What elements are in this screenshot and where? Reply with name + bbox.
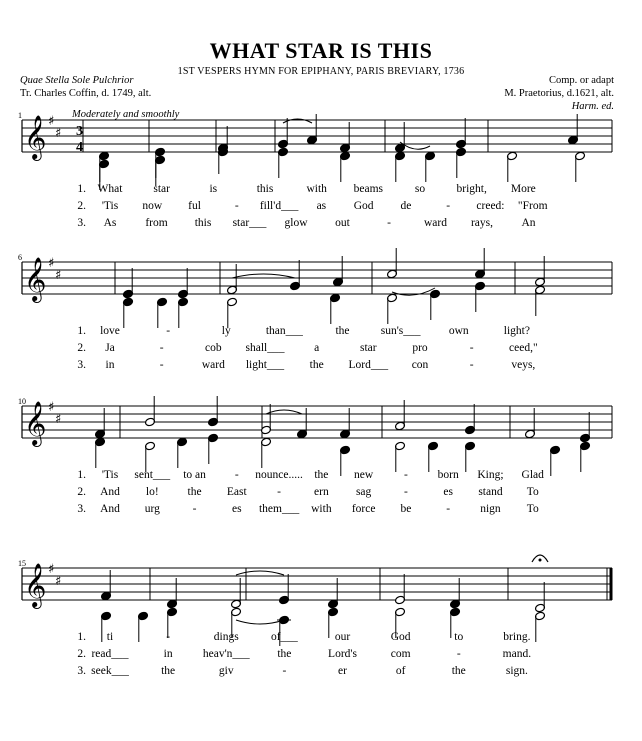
lyric-syllable: 1. [77,631,86,643]
tempo-marking: Moderately and smoothly [72,109,180,120]
lyric-syllable: - [469,359,474,371]
lyric-syllable: this [194,217,212,229]
lyric-syllable: 1. [77,325,86,337]
lyric-syllable: mand. [502,648,532,660]
lyric-syllable: creed: [476,200,505,212]
lyric-syllable: sign. [505,665,528,677]
lyric-syllable: of___ [270,631,298,643]
lyric-syllable: this [256,183,274,195]
composer-label: Comp. or adapt [548,75,614,86]
lyric-syllable: - [446,503,451,515]
lyric-syllable: dings [213,631,239,643]
lyric-syllable: er [338,665,347,677]
lyric-syllable: And [100,503,120,515]
measure-number: 10 [18,397,26,406]
lyric-syllable: veys, [511,359,536,371]
lyric-syllable: to [454,631,464,643]
lyric-syllable: - [403,469,408,481]
lyric-syllable: And [100,486,120,498]
lyric-syllable: pro [412,342,428,354]
lyric-syllable: An [521,217,536,229]
sharp-icon: ♯ [48,256,55,271]
lyric-syllable: 1. [77,469,86,481]
latin-title: Quae Stella Sole Pulchrior [20,75,134,86]
lyric-syllable: as [316,200,327,212]
lyric-syllable: ceed," [509,342,538,354]
lyric-syllable: ly [221,325,231,337]
sharp-icon: ♯ [48,114,55,129]
lyric-syllable: - [456,648,461,660]
fermata-dot [539,559,542,562]
time-signature-bottom: 4 [76,140,83,155]
lyric-syllable: in [105,359,115,371]
lyric-syllable: nounce..... [255,469,303,481]
lyric-syllable: a [314,342,320,354]
lyric-syllable: giv [218,665,234,677]
lyric-syllable: shall___ [245,342,285,354]
harmonization-credit: Harm. ed. [571,101,614,112]
lyric-syllable: 3. [77,503,86,515]
lyric-syllable: read___ [91,648,129,660]
lyric-syllable: the [187,486,202,498]
lyric-syllable: with [306,183,327,195]
lyric-syllable: new [354,469,374,481]
measure-number: 15 [18,559,26,568]
lyric-syllable: so [414,183,426,195]
treble-clef-icon: 𝄞 [24,563,47,607]
sharp-icon: ♯ [55,268,62,283]
lyric-syllable: ward [201,359,225,371]
lyric-syllable: now [142,200,163,212]
lyric-syllable: 'Tis [101,469,119,481]
lyric-syllable: of [395,665,406,677]
lyric-syllable: To [526,503,539,515]
lyric-syllable: - [234,469,239,481]
lyric-syllable: God [353,200,374,212]
sharp-icon: ♯ [48,562,55,577]
treble-clef-icon: 𝄞 [24,257,47,301]
lyric-syllable: 2. [77,200,86,212]
lyric-syllable: be [400,503,412,515]
lyric-syllable: fill'd___ [259,200,299,212]
hymn-title: WHAT STAR IS THIS [209,38,433,63]
lyric-syllable: the [161,665,176,677]
lyric-syllable: born [437,469,459,481]
lyric-syllable: light? [503,325,530,337]
lyric-syllable: sent___ [134,469,171,481]
lyric-syllable: 2. [77,486,86,498]
lyric-syllable: urg [144,503,160,515]
lyric-syllable: Lord___ [348,359,389,371]
lyric-syllable: - [403,486,408,498]
lyric-syllable: love [100,325,120,337]
lyric-syllable: the [309,359,324,371]
lyric-syllable: them___ [258,503,300,515]
lyric-syllable: ern [314,486,329,498]
lyric-syllable: out [335,217,350,229]
lyric-syllable: What [97,183,123,195]
lyric-syllable: es [232,503,242,515]
lyric-syllable: con [411,359,429,371]
slur [236,620,284,624]
lyric-syllable: es [443,486,453,498]
lyric-syllable: ful [188,200,201,212]
lyric-syllable: More [510,183,536,195]
lyric-syllable: cob [205,342,222,354]
lyric-syllable: star___ [232,217,267,229]
lyric-syllable: - [166,631,171,643]
lyric-syllable: ward [424,217,447,229]
lyric-syllable: own [448,325,469,337]
lyric-syllable: the [335,325,350,337]
slur [266,410,302,414]
lyric-syllable: to an [183,469,206,481]
lyric-syllable: the [451,665,466,677]
lyric-syllable: God [390,631,411,643]
lyric-syllable: - [282,665,287,677]
time-signature-top: 3 [76,124,83,139]
lyric-syllable: Glad [521,469,544,481]
lyric-syllable: in [163,648,173,660]
sharp-icon: ♯ [48,400,55,415]
lyric-syllable: sag [355,486,372,498]
lyric-syllable: nign [480,503,501,515]
lyric-syllable: - [192,503,197,515]
sharp-icon: ♯ [55,574,62,589]
lyric-syllable: com [390,648,411,660]
sharp-icon: ♯ [55,126,62,141]
translator-credit: Tr. Charles Coffin, d. 1749, alt. [20,88,152,99]
lyric-syllable: than___ [265,325,303,337]
lyric-syllable: - [446,200,451,212]
lyric-syllable: ti [106,631,114,643]
sharp-icon: ♯ [55,412,62,427]
lyric-syllable: de [400,200,412,212]
slur [236,571,284,575]
lyric-syllable: - [387,217,391,229]
hymn-source: 1ST VESPERS HYMN FOR EPIPHANY, PARIS BREVIARY, 1736 [177,66,465,77]
lyric-syllable: bring. [503,631,531,643]
lyric-syllable: - [159,359,164,371]
lyric-syllable: bright, [456,183,487,195]
measure-number: 6 [18,253,22,262]
lyric-syllable: - [159,342,164,354]
lyric-syllable: heav'n___ [202,648,250,660]
lyric-syllable: seek___ [91,665,129,677]
treble-clef-icon: 𝄞 [24,115,47,159]
lyric-syllable: glow [284,217,308,229]
lyric-syllable: from [145,217,168,229]
composer-credit: M. Praetorius, d.1621, alt. [504,88,614,99]
lyric-syllable: - [469,342,474,354]
lyric-syllable: is [209,183,218,195]
lyric-syllable: "From [517,200,548,212]
measure-number: 1 [18,111,22,120]
lyric-syllable: light___ [245,359,285,371]
lyric-syllable: the [314,469,329,481]
lyric-syllable: 'Tis [101,200,119,212]
lyric-syllable: rays, [470,217,494,229]
lyric-syllable: - [234,200,239,212]
lyric-syllable: 1. [77,183,86,195]
lyric-syllable: 2. [77,648,86,660]
lyric-syllable: 2. [77,342,86,354]
lyric-syllable: Ja [105,342,115,354]
lyric-syllable: King; [477,469,504,481]
lyric-syllable: Lord's [328,648,357,660]
lyric-syllable: - [277,486,282,498]
lyric-syllable: sun's___ [380,325,421,337]
lyric-syllable: - [166,325,171,337]
lyric-syllable: As [103,217,117,229]
lyric-syllable: East [226,486,247,498]
lyric-syllable: To [526,486,539,498]
lyric-syllable: star [153,183,170,195]
lyric-syllable: with [311,503,332,515]
lyric-syllable: 3. [77,359,86,371]
lyric-syllable: force [351,503,376,515]
lyric-syllable: our [334,631,351,643]
slur [232,274,295,278]
lyric-syllable: stand [478,486,503,498]
lyric-syllable: the [277,648,292,660]
lyric-syllable: 3. [77,217,86,229]
lyric-syllable: 3. [77,665,86,677]
lyric-syllable: lo! [145,486,159,498]
lyric-syllable: star [360,342,377,354]
treble-clef-icon: 𝄞 [24,401,47,445]
lyric-syllable: beams [353,183,384,195]
